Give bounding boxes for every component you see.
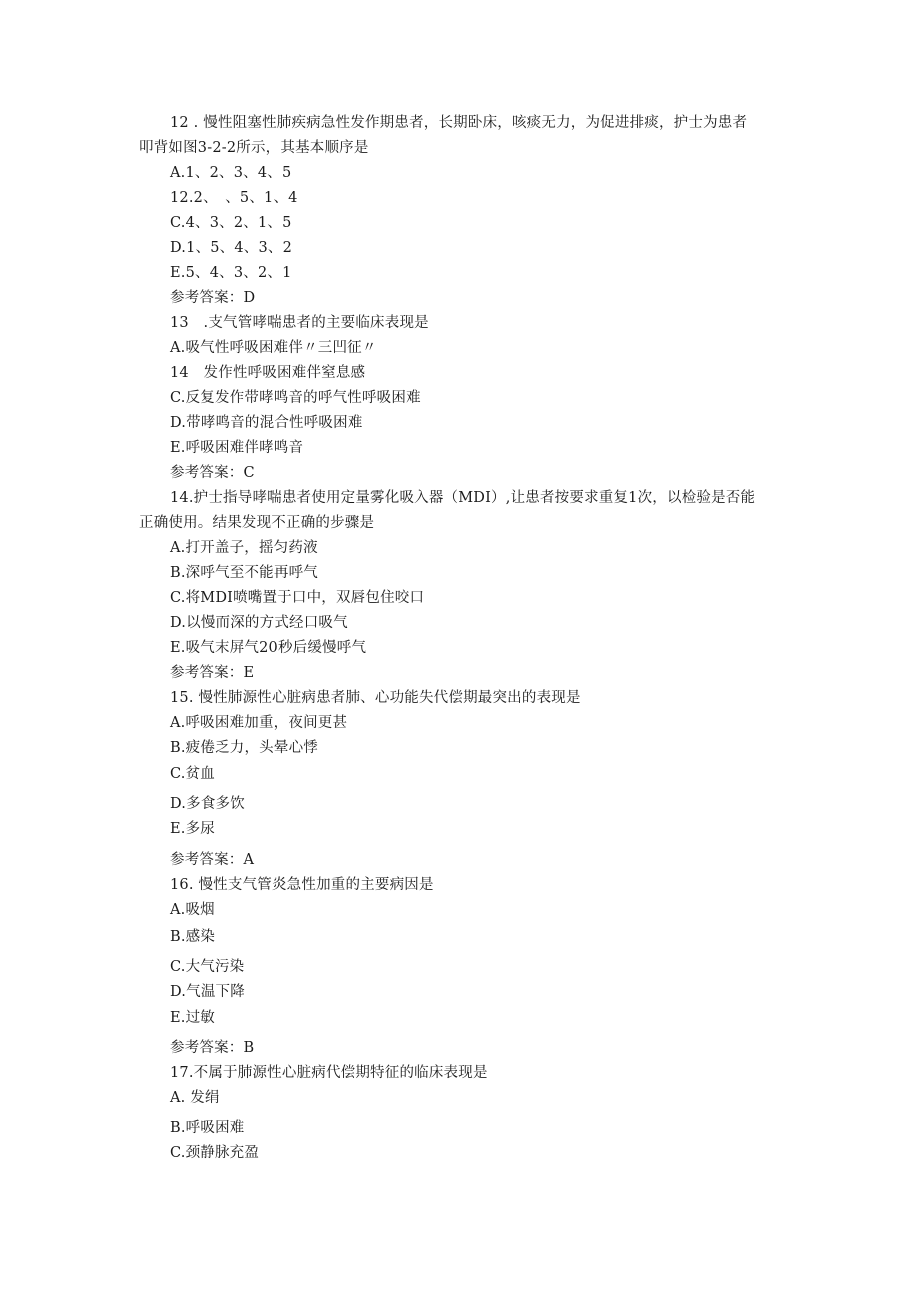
question-12-option-c: C.4、3、2、1、5 bbox=[170, 215, 292, 231]
question-13-option-c: C.反复发作带哮鸣音的呼气性呼吸困难 bbox=[170, 390, 421, 406]
question-14-option-a: A.打开盖子，摇匀药液 bbox=[170, 540, 318, 556]
question-17-option-c: C.颈静脉充盈 bbox=[170, 1145, 260, 1161]
question-16-option-c: C.大气污染 bbox=[170, 959, 245, 975]
question-15-option-e: E.多尿 bbox=[170, 821, 215, 837]
question-16-stem: 16. 慢性支气管炎急性加重的主要病因是 bbox=[170, 877, 434, 893]
question-15-option-d: D.多食多饮 bbox=[170, 796, 245, 812]
question-16-option-e: E.过敏 bbox=[170, 1010, 215, 1026]
question-13-option-a: A.吸气性呼吸困难伴〃三凹征〃 bbox=[170, 340, 377, 356]
question-14-option-b: B.深呼气至不能再呼气 bbox=[170, 565, 318, 581]
question-15-option-b: B.疲倦乏力，头晕心悸 bbox=[170, 740, 318, 756]
question-16-option-a: A.吸烟 bbox=[170, 902, 215, 918]
question-12-stem-line-1: 12 . 慢性阻塞性肺疾病急性发作期患者，长期卧床，咳痰无力，为促进排痰，护士为患者 bbox=[170, 115, 748, 131]
question-16-option-b: B.感染 bbox=[170, 929, 216, 945]
question-13-option-d: D.带哮鸣音的混合性呼吸困难 bbox=[170, 415, 363, 431]
question-14-option-e: E.吸气末屏气20秒后缓慢呼气 bbox=[170, 640, 367, 656]
question-12-answer: 参考答案：D bbox=[170, 290, 256, 306]
question-14-stem-line-2: 正确使用。结果发现不正确的步骤是 bbox=[139, 515, 375, 531]
question-14-option-c: C.将MDI喷嘴置于口中，双唇包住咬口 bbox=[170, 590, 425, 606]
question-17-option-a: A. 发绢 bbox=[170, 1090, 220, 1106]
question-16-option-d: D.气温下降 bbox=[170, 984, 245, 1000]
question-13-answer: 参考答案：C bbox=[170, 465, 255, 481]
question-15-option-c: C.贫血 bbox=[170, 766, 215, 782]
question-12-option-b: 12.2、 、5、1、4 bbox=[170, 190, 298, 206]
question-15-option-a: A.呼吸困难加重，夜间更甚 bbox=[170, 715, 348, 731]
question-16-answer: 参考答案：B bbox=[170, 1040, 255, 1056]
question-15-answer: 参考答案：A bbox=[170, 852, 255, 868]
question-13-stem: 13 .支气管哮喘患者的主要临床表现是 bbox=[170, 315, 429, 331]
question-14-option-d: D.以慢而深的方式经口吸气 bbox=[170, 615, 348, 631]
question-14-stem-line-1: 14.护士指导哮喘患者使用定量雾化吸入器（MDI）,让患者按要求重复1次，以检验是否能 bbox=[170, 490, 756, 506]
question-14-answer: 参考答案：E bbox=[170, 665, 255, 681]
question-12-stem-line-2: 叩背如图3-2-2所示，其基本顺序是 bbox=[139, 140, 369, 156]
question-15-stem: 15. 慢性肺源性心脏病患者肺、心功能失代偿期最突出的表现是 bbox=[170, 690, 581, 706]
question-17-stem: 17.不属于肺源性心脏病代偿期特征的临床表现是 bbox=[170, 1065, 488, 1081]
question-12-option-e: E.5、4、3、2、1 bbox=[170, 265, 292, 281]
question-17-option-b: B.呼吸困难 bbox=[170, 1120, 245, 1136]
question-12-option-d: D.1、5、4、3、2 bbox=[170, 240, 293, 256]
question-13-option-b: 14 发作性呼吸困难伴窒息感 bbox=[170, 365, 366, 381]
question-12-option-a: A.1、2、3、4、5 bbox=[170, 165, 292, 181]
question-13-option-e: E.呼吸困难伴哮鸣音 bbox=[170, 440, 304, 456]
